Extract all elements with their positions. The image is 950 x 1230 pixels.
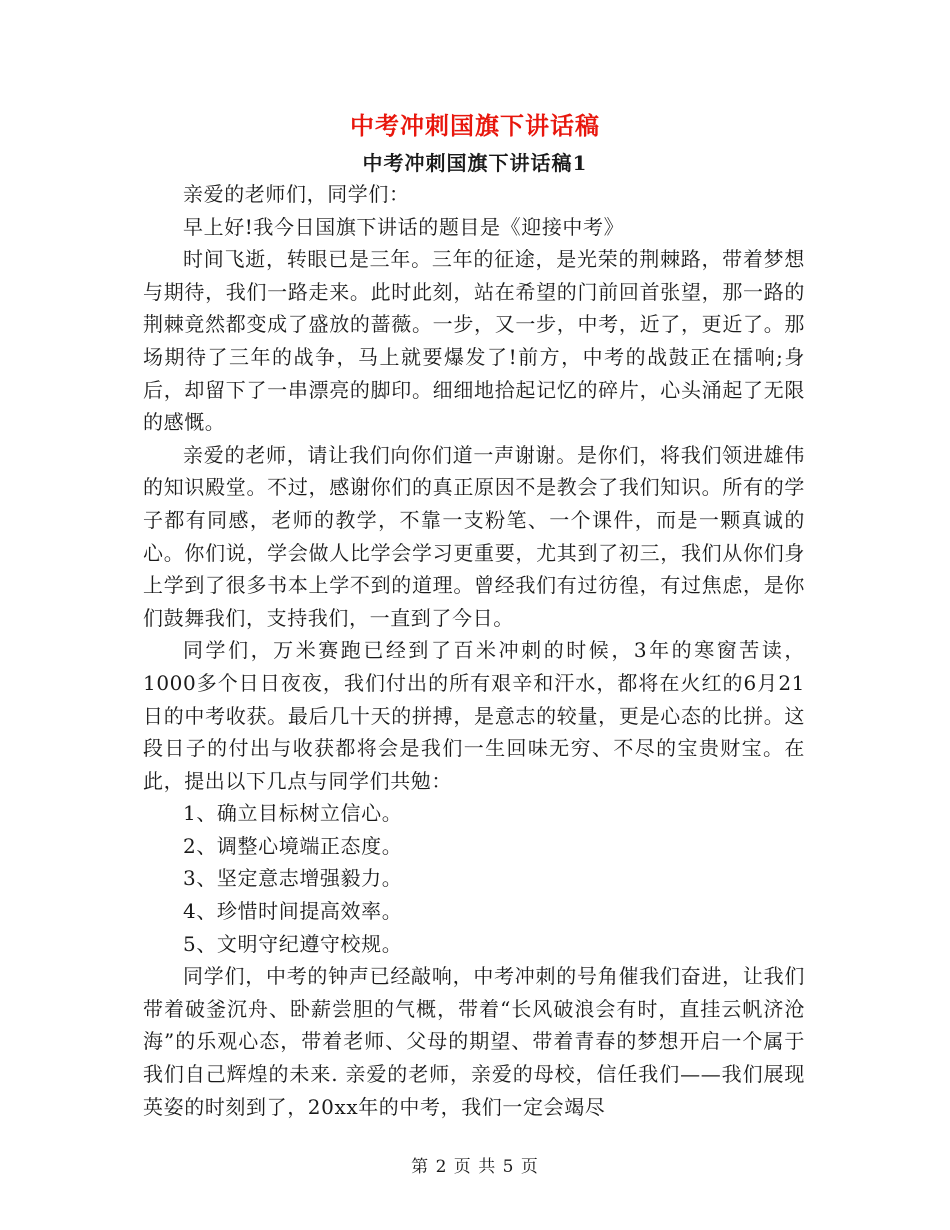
paragraph-greeting: 早上好!我今日国旗下讲话的题目是《迎接中考》 bbox=[183, 214, 625, 239]
paragraph: 亲爱的老师，请让我们向你们道一声谢谢。是你们，将我们领进雄伟的知识殿堂。不过，感谢你们的真正原因不是教会了我们知识。所有的学子都有同感，老师的教学，不靠一支粉笔、一个课件，而是一颗真诚的心。你们说，学会做人比学会学习更重要，尤其到了初三，我们从你们身上学到了很多书本上学不到的道理。曾经我们有过彷徨，有过焦虑，是你们鼓舞我们，支持我们，一直到了今日。 bbox=[143, 442, 805, 630]
document-body bbox=[143, 178, 805, 1123]
paragraph: 同学们，万米赛跑已经到了百米冲刺的时候，3年的寒窗苦读，1000多个日日夜夜，我们付出的所有艰辛和汗水，都将在火红的6月21日的中考收获。最后几十天的拼搏，是意志的较量，更是心态的比拼。这段日子的付出与收获都将会是我们一生回味无穷、不尽的宝贵财宝。在此，提出以下几点与同学们共勉： bbox=[143, 638, 805, 793]
document-subtitle: 中考冲刺国旗下讲话稿1 bbox=[362, 151, 588, 175]
list-item: 5、文明守纪遵守校规。 bbox=[183, 931, 403, 956]
document-title: 中考冲刺国旗下讲话稿 bbox=[350, 111, 600, 140]
page-number-footer: 第 2 页 共 5 页 bbox=[411, 1157, 539, 1177]
paragraph: 时间飞逝，转眼已是三年。三年的征途，是光荣的荆棘路，带着梦想与期待，我们一路走来。此时此刻，站在希望的门前回首张望，那一路的荆棘竟然都变成了盛放的蔷薇。一步，又一步，中考，近了，更近了。那场期待了三年的战争，马上就要爆发了!前方，中考的战鼓正在擂响;身后，却留下了一串漂亮的脚印。细细地拾起记忆的碎片，心头涌起了无限的感慨。 bbox=[143, 247, 805, 435]
list-item: 3、坚定意志增强毅力。 bbox=[183, 866, 403, 891]
list-item: 2、调整心境端正态度。 bbox=[183, 833, 403, 858]
paragraph-salutation: 亲爱的老师们，同学们： bbox=[183, 182, 410, 206]
list-item: 1、确立目标树立信心。 bbox=[183, 801, 403, 826]
list-item: 4、珍惜时间提高效率。 bbox=[183, 899, 403, 924]
paragraph: 同学们，中考的钟声已经敲响，中考冲刺的号角催我们奋进，让我们带着破釜沉舟、卧薪尝胆的气概，带着“长风破浪会有时，直挂云帆济沧海”的乐观心态，带着老师、父母的期望、带着青春的梦想开启一个属于我们自己辉煌的未来. 亲爱的老师，亲爱的母校，信任我们——我们展现英姿的时刻到了，20xx年的中考，我们一定会竭尽 bbox=[143, 964, 805, 1119]
